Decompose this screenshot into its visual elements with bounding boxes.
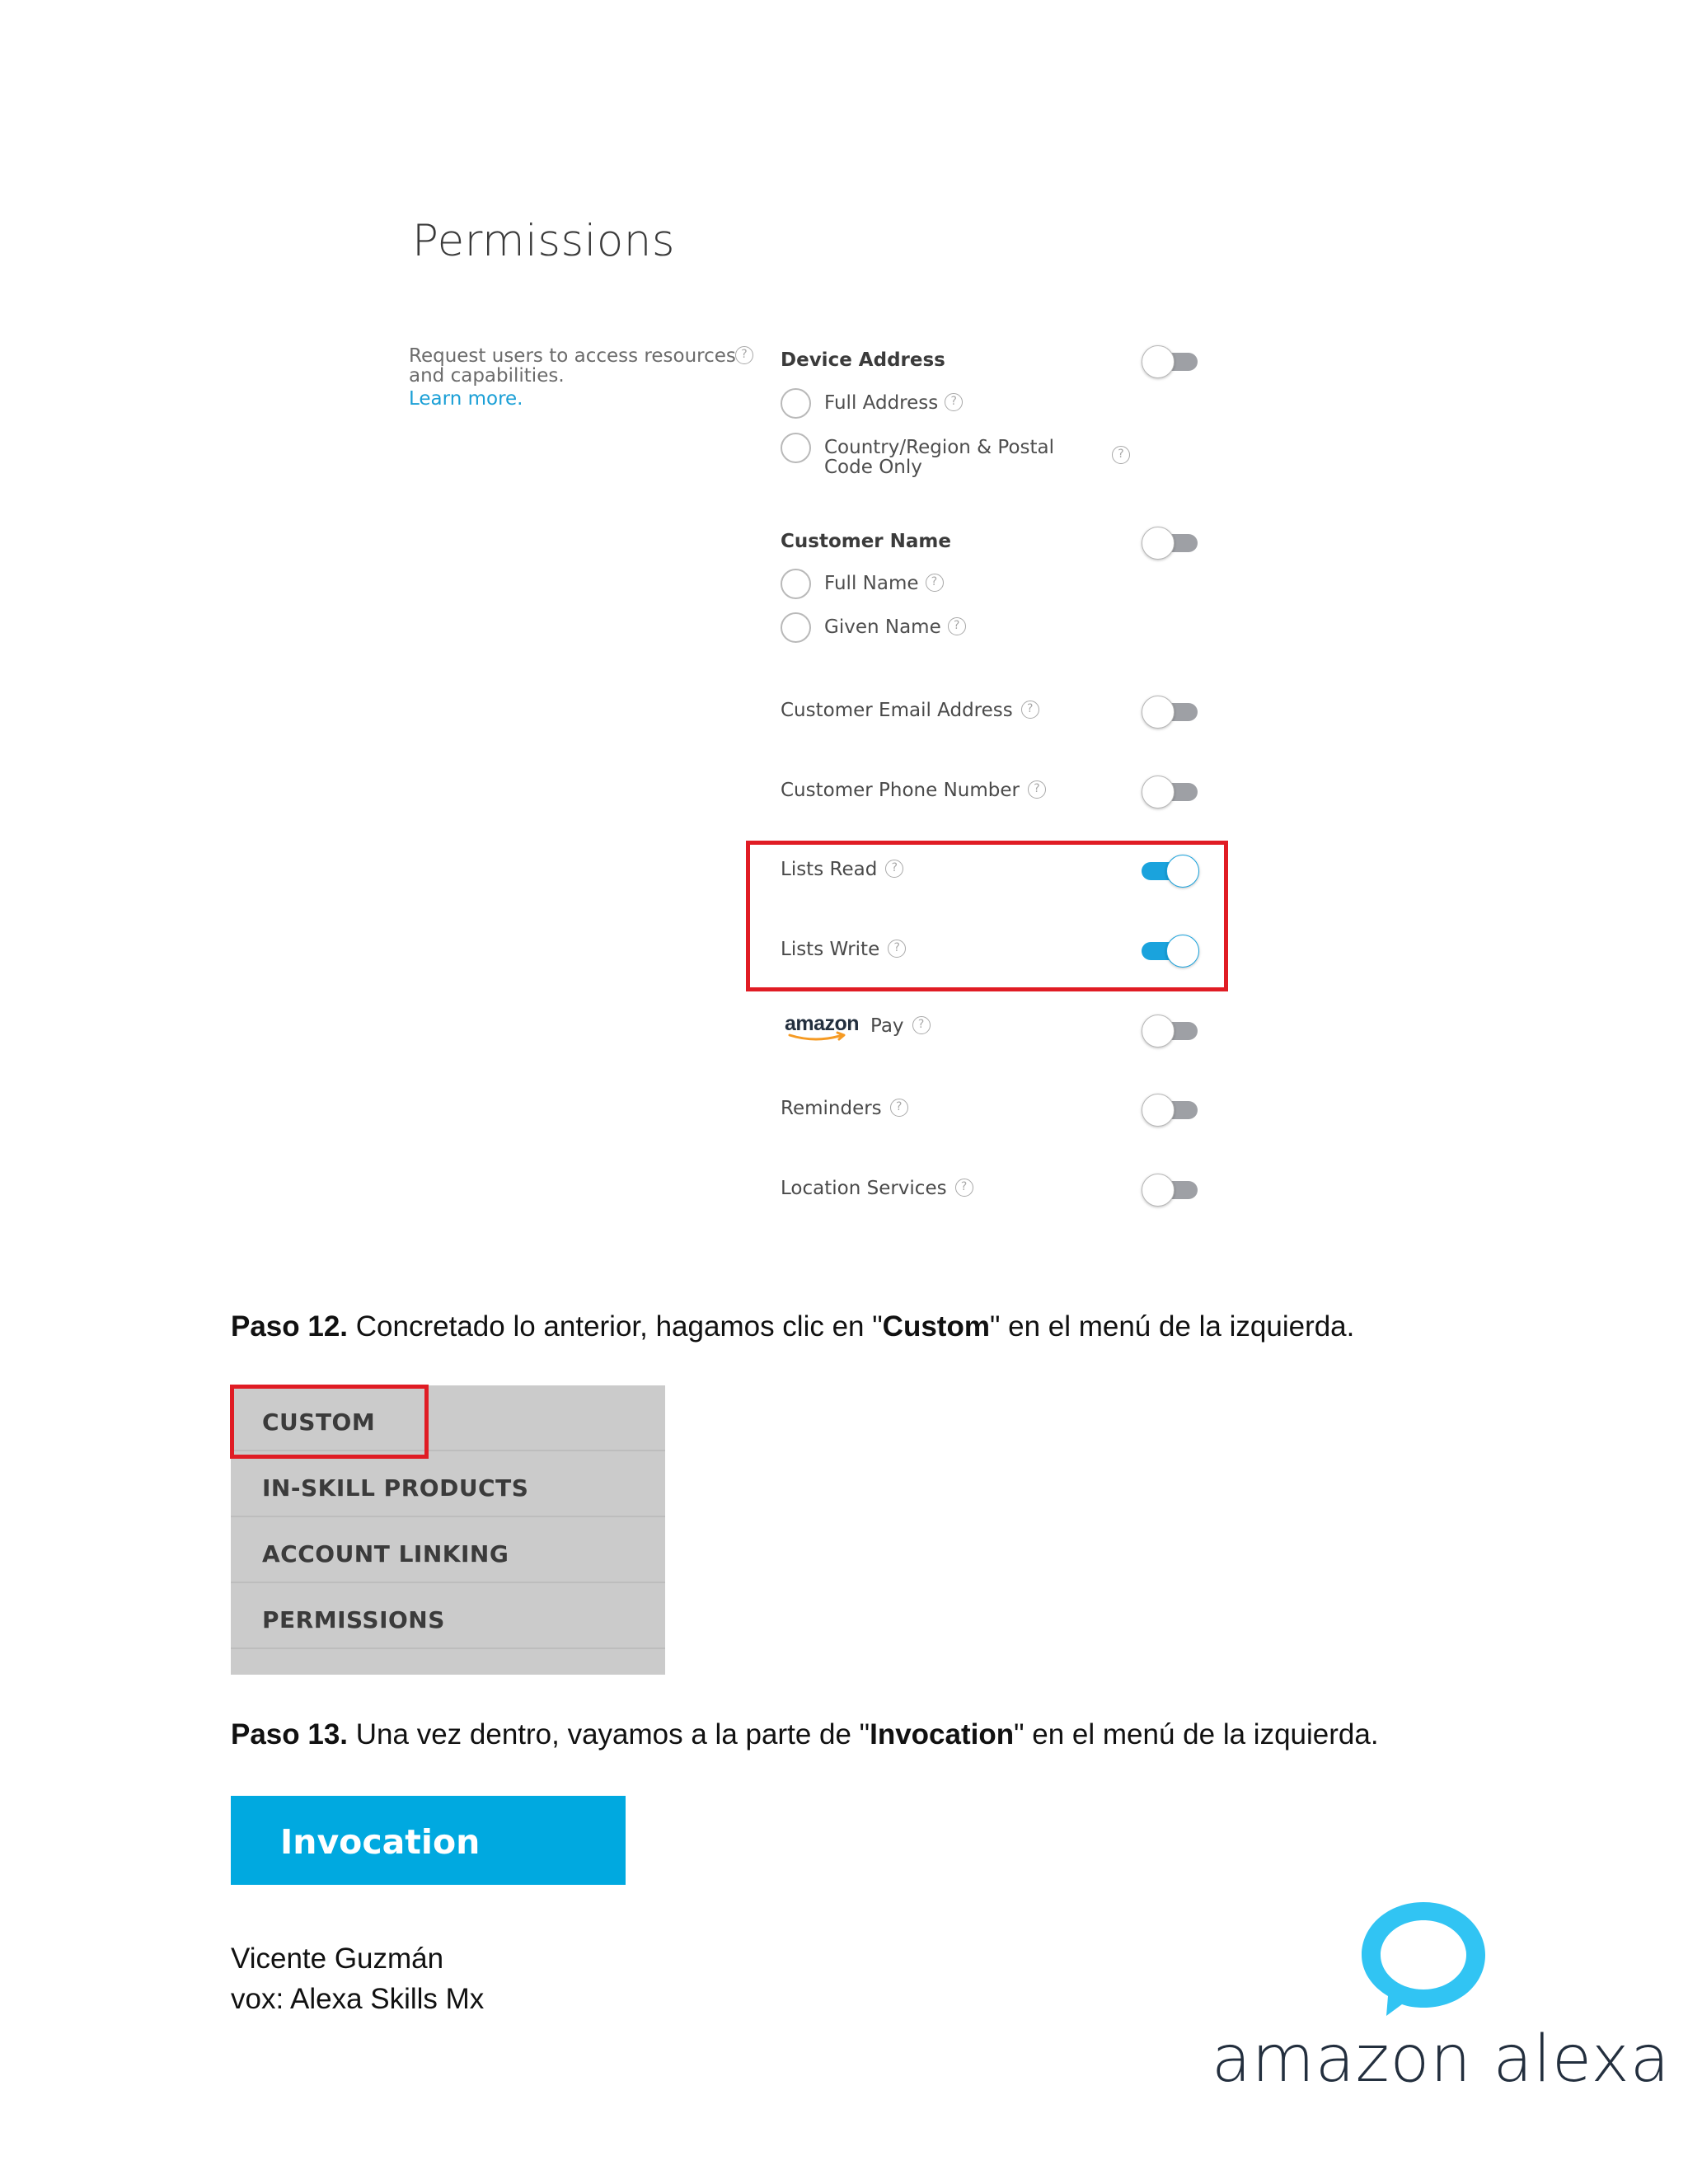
full-name-radio[interactable] [781,569,811,599]
alexa-ring-icon [1353,1896,1493,2019]
device-address-text: Device Address [781,349,945,371]
step-13-text-before: Una vez dentro, vayamos a la parte de " [348,1718,870,1750]
author-block [231,1938,484,2019]
reminders-label [781,1098,908,1119]
permissions-description-text: Request users to access resources and capabilities. [409,345,736,387]
step-12-prefix: Paso 12. [231,1310,349,1343]
help-icon[interactable]: ? [926,574,944,592]
amazon-alexa-wordmark: amazon alexa [1212,2022,1671,2097]
full-address-label: Full Address [824,392,939,414]
lists-highlight-box [746,841,1228,991]
customer-name-toggle[interactable] [1142,527,1199,560]
customer-name-text: Customer Name [781,531,951,552]
customer-email-text: Customer Email Address [781,700,1013,721]
customer-email-toggle[interactable] [1142,696,1199,729]
help-icon[interactable]: ? [948,617,966,635]
menu-item-permissions[interactable] [231,1583,665,1649]
menu-item-label: IN-SKILL PRODUCTS [262,1474,529,1502]
customer-phone-text: Customer Phone Number [781,780,1020,801]
permissions-description [409,346,738,409]
menu-item-label: PERMISSIONS [262,1606,445,1633]
help-icon[interactable]: ? [1112,446,1130,464]
menu-item-label: ACCOUNT LINKING [262,1540,509,1568]
lists-write-text: Lists Write [781,939,880,960]
custom-highlight-box [230,1385,429,1459]
step-12-highlight: Custom [882,1310,990,1343]
given-name-label: Given Name [824,616,941,638]
amazon-pay-label [870,1015,931,1037]
country-postal-radio[interactable] [781,433,811,463]
step-12-paragraph [231,1310,1354,1343]
invocation-button[interactable] [231,1796,626,1885]
reminders-toggle[interactable] [1142,1094,1199,1127]
help-icon[interactable]: ? [955,1179,973,1197]
svg-text:amazon: amazon [785,1012,860,1035]
menu-item-account-linking[interactable] [231,1517,665,1583]
customer-phone-label [781,780,1046,801]
help-icon[interactable]: ? [735,346,753,364]
step-13-paragraph [231,1718,1379,1751]
step-12-text-before: Concretado lo anterior, hagamos clic en " [348,1310,883,1343]
author-name: Vicente Guzmán [231,1943,444,1975]
step-13-highlight: Invocation [870,1718,1015,1750]
amazon-pay-text: Pay [870,1015,904,1037]
device-address-toggle[interactable] [1142,345,1199,378]
permissions-title: Permissions [412,216,675,266]
menu-item-in-skill-products[interactable] [231,1451,665,1517]
country-postal-label: Country/Region & Postal Code Only [824,437,1055,478]
lists-read-text: Lists Read [781,859,878,880]
customer-phone-toggle[interactable] [1142,776,1199,808]
reminders-text: Reminders [781,1098,882,1119]
help-icon[interactable]: ? [945,393,963,411]
help-icon[interactable]: ? [888,940,906,958]
amazon-pay-toggle[interactable] [1142,1015,1199,1047]
help-icon[interactable]: ? [912,1016,931,1034]
help-icon[interactable]: ? [1021,701,1039,719]
full-address-radio[interactable] [781,388,811,419]
author-source: vox: Alexa Skills Mx [231,1983,485,2015]
amazon-logo-icon [783,1010,865,1043]
location-services-toggle[interactable] [1142,1174,1199,1207]
step-13-text-after: " en el menú de la izquierda. [1014,1718,1379,1750]
location-services-label [781,1178,973,1199]
help-icon[interactable]: ? [1028,780,1046,799]
step-13-prefix: Paso 13. [231,1718,349,1750]
step-12-text-after: " en el menú de la izquierda. [989,1310,1355,1343]
invocation-label: Invocation [280,1822,481,1862]
location-services-text: Location Services [781,1178,947,1199]
full-name-label: Full Name [824,573,919,594]
help-icon[interactable]: ? [885,860,903,878]
customer-email-label [781,700,1039,721]
given-name-radio[interactable] [781,612,811,643]
customer-name-label [781,531,951,552]
menu-item-label: CUSTOM [262,1408,376,1436]
help-icon[interactable]: ? [890,1099,908,1117]
learn-more-link[interactable]: Learn more. [409,388,523,410]
device-address-label [781,349,945,371]
